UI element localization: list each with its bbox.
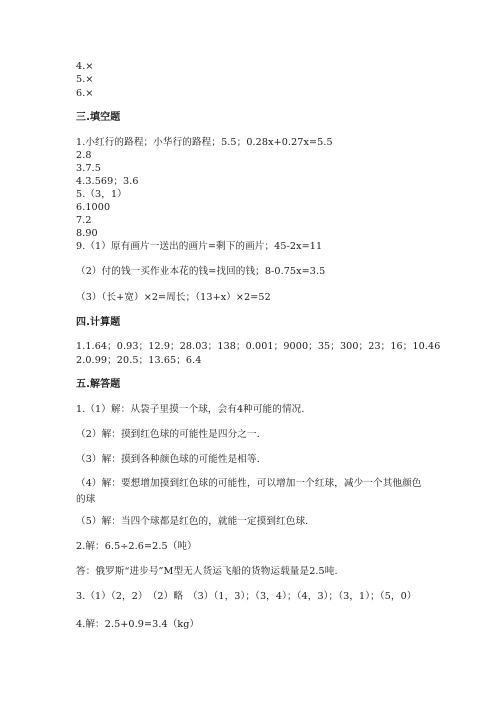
fill-answer-1: 1.小红行的路程；小华行的路程；5.5；0.28x+0.27x=5.5 xyxy=(76,137,333,148)
solve-answer-1-4: （4）解：要想增加摸到红色球的可能性，可以增加一个红球，减少一个其他颜色的球 xyxy=(76,478,422,505)
fill-answer-7: 7.2 xyxy=(76,215,92,226)
fill-answer-4: 4.3.569；3.6 xyxy=(76,176,139,187)
tf-answer-6: 6.× xyxy=(76,88,94,99)
calc-answer-2: 2.0.99；20.5；13.65；6.4 xyxy=(76,355,202,366)
solve-answer-1-3: （3）解：摸到各种颜色球的可能性是相等. xyxy=(76,454,260,465)
calc-section-heading: 四.计算题 xyxy=(76,317,121,328)
solve-answer-3: 3.（1）（2，2） （2）略 （3）（1，3）；（3，4）；（4，3）；（3，1）；（5，0） xyxy=(76,591,417,602)
tf-answer-4: 4.× xyxy=(76,61,94,72)
fill-answer-9-2: （2）付的钱一买作业本花的钱=找回的钱；8-0.75x=3.5 xyxy=(76,266,326,277)
solve-answer-1-5: （5）解：当四个球都是红色的，就能一定摸到红色球. xyxy=(76,516,309,527)
solve-answer-4: 4.解：2.5+0.9=3.4（kg） xyxy=(76,619,200,630)
calc-answer-1: 1.1.64；0.93；12.9；28.03；138；0.001；9000；35；300；23；16；10.46 xyxy=(76,341,441,352)
solve-answer-2-conclusion: 答：俄罗斯“进步号”M型无人货运飞船的货物运载量是2.5吨. xyxy=(76,566,338,577)
fill-answer-9-1: 9.（1）原有画片一送出的画片=剩下的画片；45-2x=11 xyxy=(76,241,323,252)
solve-answer-2: 2.解：6.5÷2.6=2.5（吨） xyxy=(76,541,197,552)
tf-answer-5: 5.× xyxy=(76,74,94,85)
fill-answer-6: 6.1000 xyxy=(76,202,111,213)
solve-answer-1-1: 1.（1）解：从袋子里摸一个球，会有4种可能的情况. xyxy=(76,404,305,415)
fill-answer-5: 5.（3，1） xyxy=(76,189,127,200)
fill-answer-9-3: （3）（长+宽）×2=周长；（13+x）×2=52 xyxy=(76,292,271,303)
fill-answer-8: 8.90 xyxy=(76,228,98,239)
fill-section-heading: 三.填空题 xyxy=(76,112,121,123)
fill-answer-2: 2.8 xyxy=(76,150,92,161)
solve-answer-1-2: （2）解：摸到红色球的可能性是四分之一. xyxy=(76,429,260,440)
solve-section-heading: 五.解答题 xyxy=(76,379,121,390)
fill-answer-3: 3.7.5 xyxy=(76,163,101,174)
